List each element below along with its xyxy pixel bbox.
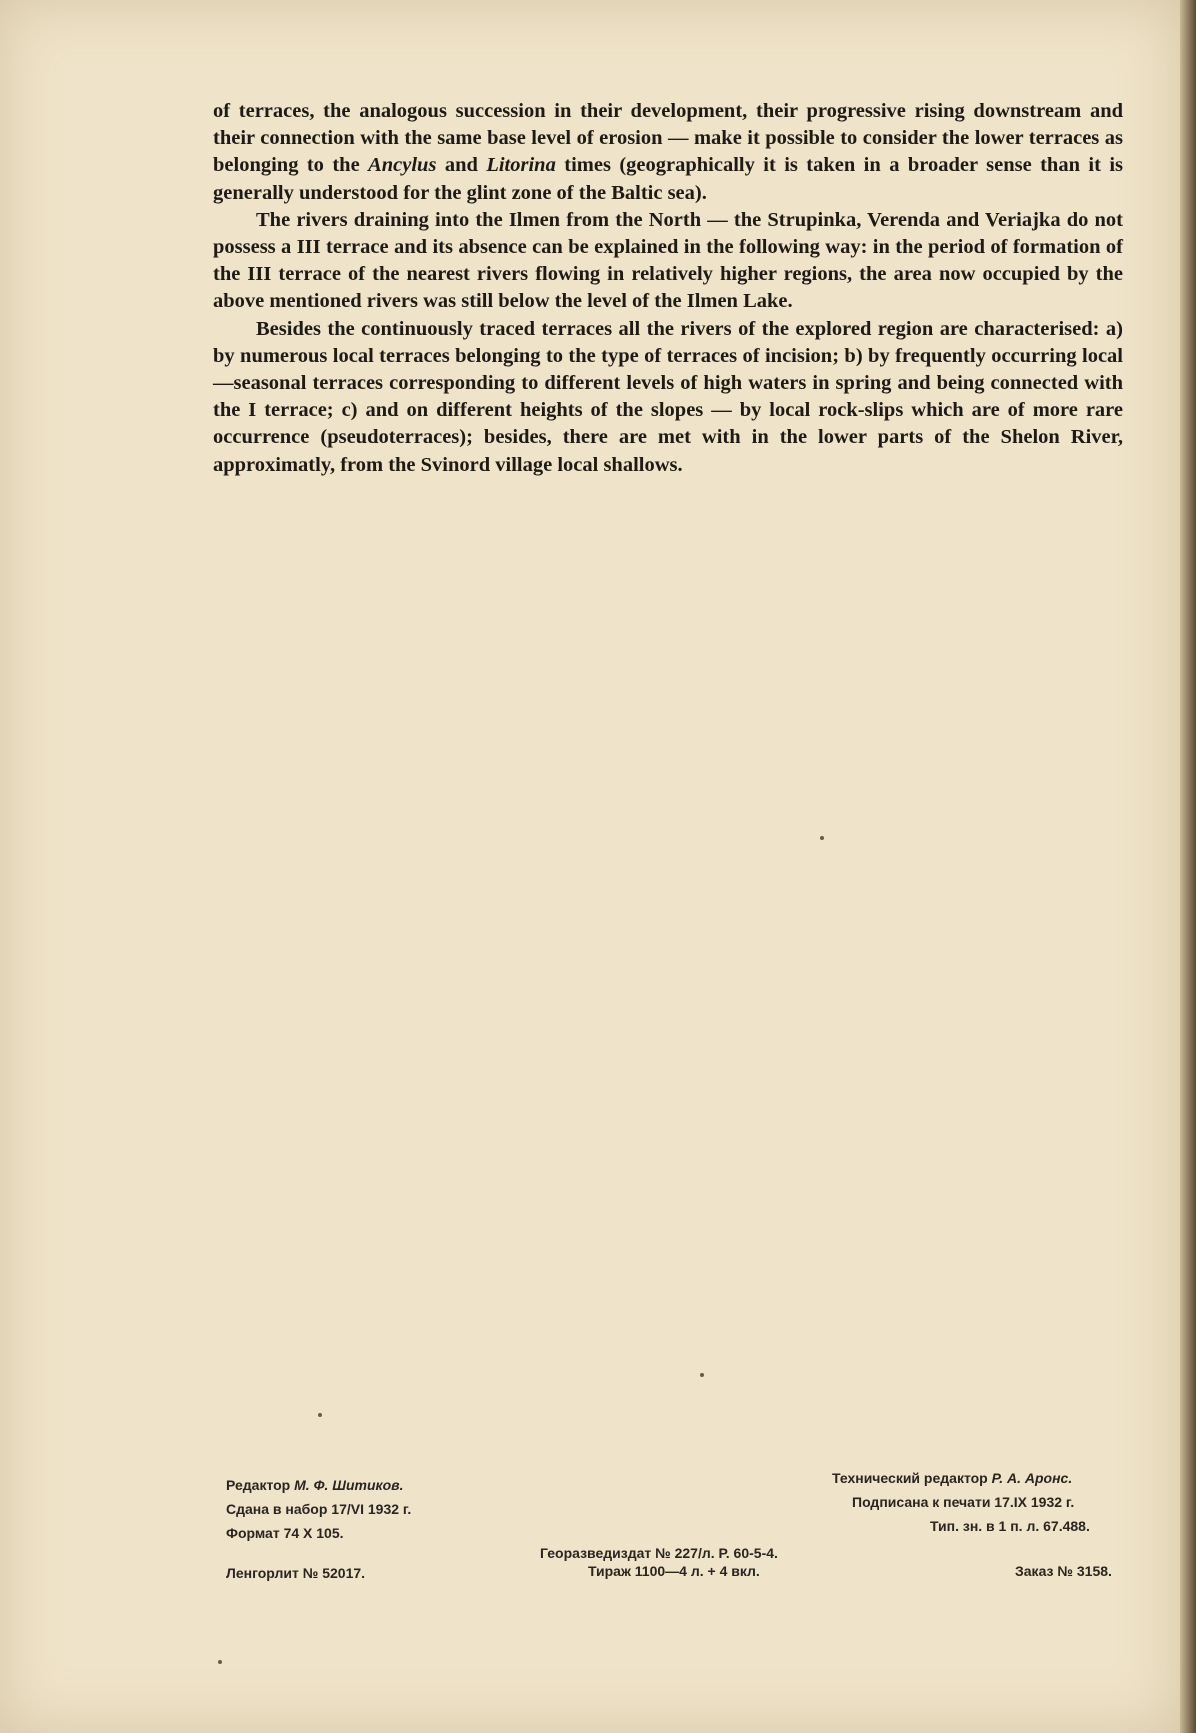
imprint-print-run: Тираж 1100—4 л. + 4 вкл. <box>588 1563 760 1579</box>
term-ancylus: Ancylus <box>368 154 437 177</box>
imprint-tech-editor: Технический редактор Р. А. Аронс. <box>832 1470 1073 1486</box>
imprint-publisher: Георазведиздат № 227/л. Р. 60-5-4. <box>540 1545 778 1561</box>
paragraph-1: of terraces, the analogous succession in their development, their progressive rising downstream and their connection with the same base level of erosion — make it possible to consider the lower terraces as belonging to the Ancylus and Litorina times (geographically it is taken in a broader sense than it is generally understood for the glint zone of the Baltic sea). <box>213 100 1123 204</box>
imprint-lengorlit: Ленгорлит № 52017. <box>226 1565 366 1581</box>
paper-speck <box>700 1373 704 1377</box>
paper-speck <box>218 1660 222 1664</box>
imprint-order: Заказ № 3158. <box>1015 1563 1112 1579</box>
imprint-format: Формат 74 X 105. <box>226 1525 344 1541</box>
imprint-typeset: Сдана в набор 17/VI 1932 г. <box>226 1501 412 1517</box>
page-edge <box>1180 0 1196 1733</box>
paper-speck <box>820 836 824 840</box>
imprint-signed: Подписана к печати 17.IX 1932 г. <box>852 1494 1075 1510</box>
paper-speck <box>318 1413 322 1417</box>
imprint-signs: Тип. зн. в 1 п. л. 67.488. <box>930 1518 1090 1534</box>
paragraph-3: Besides the continuously traced terraces all the rivers of the explored region are characterised: a) by numerous local terraces belonging to the type of terraces of incision; b) by frequently occurring local—seasonal terraces corresponding to different levels of high waters in spring and being connected with the I terrace; c) and on different heights of the slopes — by local rock-slips which are of more rare occurrence (pseudoterraces); besides, there are met with in the lower parts of the Shelon River, approximatly, from the Svinord village local shallows. <box>213 317 1123 476</box>
paragraph-2: The rivers draining into the Ilmen from the North — the Strupinka, Verenda and Veriajka do not possess a III terrace and its absence can be explained in the following way: in the period of formation of the III terrace of the nearest rivers flowing in relatively higher regions, the area now occupied by the above mentioned rivers was still below the level of the Ilmen Lake. <box>213 208 1123 313</box>
term-litorina: Litorina <box>486 154 556 177</box>
imprint-editor: Редактор М. Ф. Шитиков. <box>226 1477 404 1493</box>
body-text <box>213 98 1123 479</box>
